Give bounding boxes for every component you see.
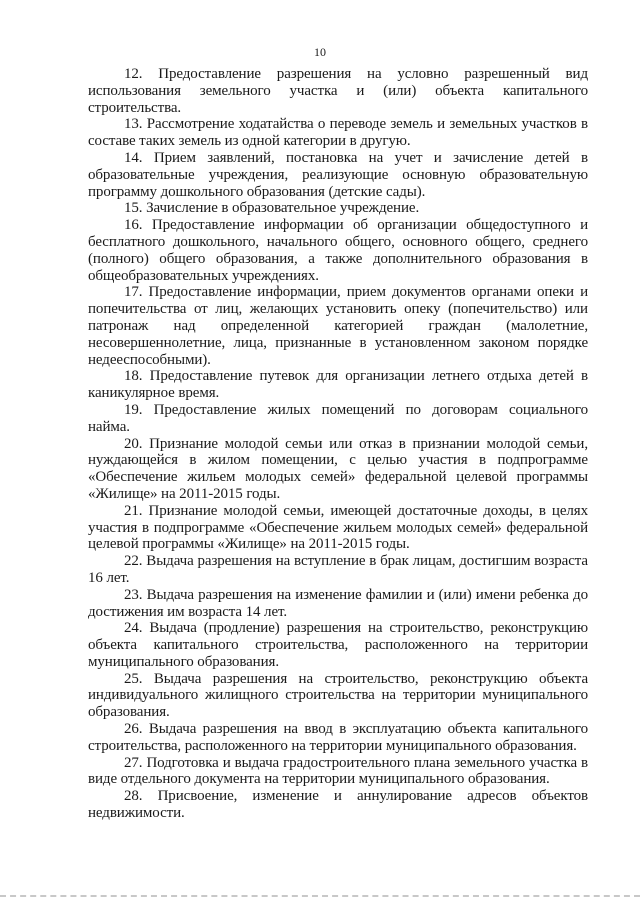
list-item: 16. Предоставление информации об организации общедоступного и бесплатного дошкольного, начального общего, основного общего, среднего (полного) общего образования, а также дополнительного образования в общеобразовательных учреждениях. (88, 217, 588, 284)
list-item: 28. Присвоение, изменение и аннулирование адресов объектов недвижимости. (88, 788, 588, 822)
page-bottom-edge (0, 895, 640, 897)
list-item: 17. Предоставление информации, прием документов органами опеки и попечительства от лиц, желающих установить опеку (попечительство) или патронаж над определенной категорией граждан (малолетние, несовершеннолетние, лица, признанные в установленном законом порядке недееспособными). (88, 284, 588, 368)
page-number: 10 (314, 45, 326, 59)
list-item: 12. Предоставление разрешения на условно разрешенный вид использования земельного участка и (или) объекта капитального строительства. (88, 66, 588, 116)
list-item: 14. Прием заявлений, постановка на учет и зачисление детей в образовательные учреждения, реализующие основную образовательную программу дошкольного образования (детские сады). (88, 149, 588, 200)
list-item: 13. Рассмотрение ходатайства о переводе земель и земельных участков в составе таких земель из одной категории в другую. (88, 116, 588, 150)
list-item: 18. Предоставление путевок для организации летнего отдыха детей в каникулярное время. (88, 368, 588, 402)
list-item: 27. Подготовка и выдача градостроительного плана земельного участка в виде отдельного документа на территории муниципального образования. (88, 754, 588, 788)
list-item: 21. Признание молодой семьи, имеющей достаточные доходы, в целях участия в подпрограмме «Обеспечение жильем молодых семей» федеральной целевой программы «Жилище» на 2011-2015 годы. (88, 502, 588, 553)
list-item: 24. Выдача (продление) разрешения на строительство, реконструкцию объекта капитального строительства, расположенного на территории муниципального образования. (88, 620, 588, 670)
list-item: 15. Зачисление в образовательное учреждение. (124, 200, 420, 217)
list-item: 20. Признание молодой семьи или отказ в признании молодой семьи, нуждающейся в жилом помещении, с целью участия в подпрограмме «Обеспечение жильем молодых семей» федеральной целевой программы «Жилище» на 2011-2015 годы. (88, 435, 588, 502)
list-item: 22. Выдача разрешения на вступление в брак лицам, достигшим возраста 16 лет. (88, 553, 588, 586)
list-item: 19. Предоставление жилых помещений по договорам социального найма. (88, 401, 588, 435)
list-item: 25. Выдача разрешения на строительство, реконструкцию объекта индивидуального жилищного строительства на территории муниципального образования. (88, 670, 588, 721)
list-item: 23. Выдача разрешения на изменение фамилии и (или) имени ребенка до достижения им возраста 14 лет. (88, 586, 588, 620)
services-list (88, 66, 588, 822)
list-item: 26. Выдача разрешения на ввод в эксплуатацию объекта капитального строительства, расположенного на территории муниципального образования. (88, 721, 588, 754)
